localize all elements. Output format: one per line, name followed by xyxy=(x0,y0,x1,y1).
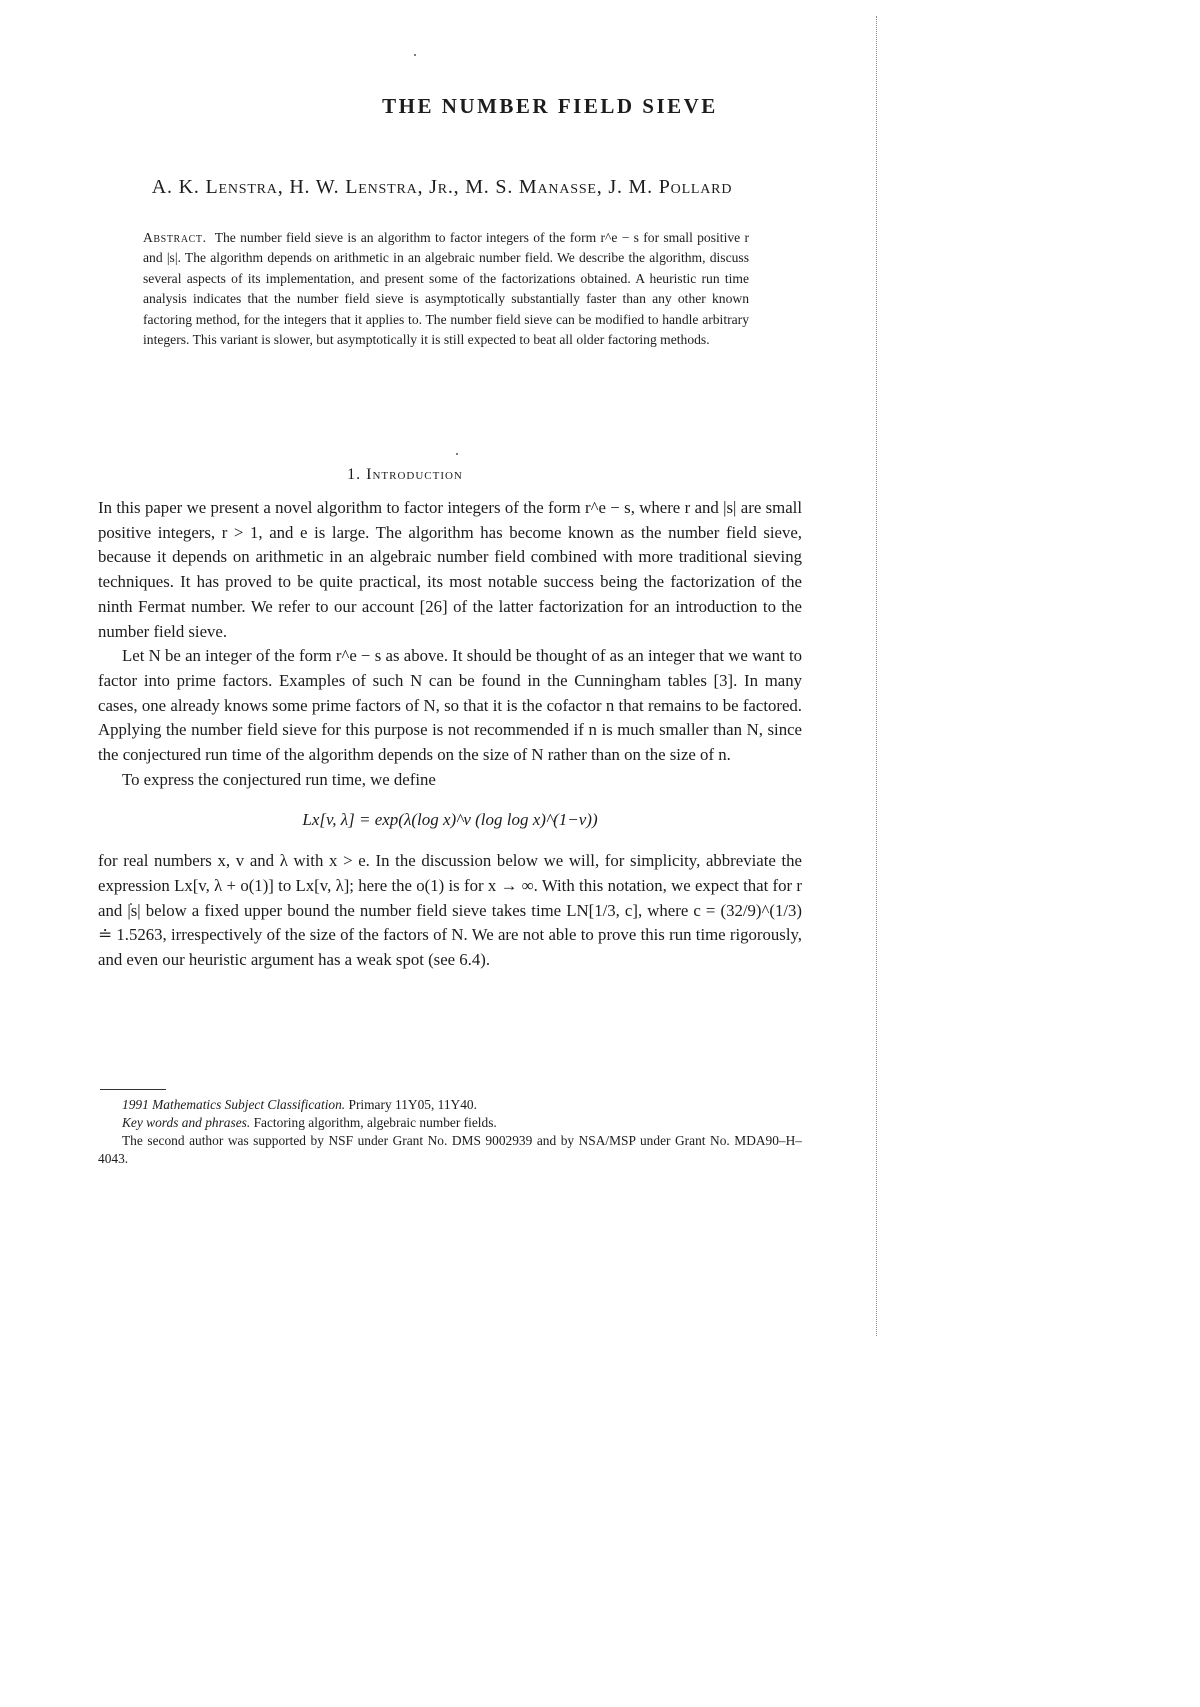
scan-edge-artifact xyxy=(876,16,877,1336)
paragraph: In this paper we present a novel algorithm to factor integers of the form r^e − s, where r and |s| are small positive integers, r > 1, and e is large. The algorithm has become known as the number field sieve, because it depends on arithmetic in an algebraic number field combined with more traditional sieving techniques. It has proved to be quite practical, its most notable success being the factorization of the ninth Fermat number. We refer to our account [26] of the latter factorization for an introduction to the number field sieve. xyxy=(98,498,802,641)
scan-speck xyxy=(456,453,458,455)
run-time-equation: Lx[v, λ] = exp(λ(log x)^v (log log x)^(1−v)) xyxy=(302,810,598,830)
paragraph: Let N be an integer of the form r^e − s as above. It should be thought of as an integer that we want to factor into prime factors. Examples of such N can be found in the Cunningham tables [3]. In many cases, one already knows some prime factors of N, so that it is the cofactor n that remains to be factored. Applying the number field sieve for this purpose is not recommended if n is much smaller than N, since the conjectured run time of the algorithm depends on the size of N rather than on the size of n. xyxy=(98,646,802,765)
footnote-support: The second author was supported by NSF under Grant No. DMS 9002939 and by NSA/MSP under Grant No. MDA90–H–4043. xyxy=(98,1133,802,1166)
abstract-label: Abstract. xyxy=(143,230,207,245)
footnote-keywords-text: Factoring algorithm, algebraic number fields. xyxy=(253,1115,497,1130)
footnote-keywords-label: Key words and phrases. xyxy=(122,1115,251,1130)
scan-speck xyxy=(414,54,416,56)
paragraph: To express the conjectured run time, we define xyxy=(122,769,436,789)
footnote-keywords xyxy=(98,1114,802,1132)
footnote-rule xyxy=(100,1089,166,1090)
abstract-text: The number field sieve is an algorithm to factor integers of the form r^e − s for small positive r and |s|. The algorithm depends on arithmetic in an algebraic number field. We describe the algorithm, discuss several aspects of its implementation, and present some of the factorizations obtained. A heuristic run time analysis indicates that the number field sieve is asymptotically substantially faster than any other known factoring method, for the integers that it applies to. The number field sieve can be modified to handle arbitrary integers. This variant is slower, but asymptotically it is still expected to beat all older factoring methods. xyxy=(143,230,750,348)
abstract xyxy=(143,228,749,350)
paper-authors: A. K. Lenstra, H. W. Lenstra, Jr., M. S. Manasse, J. M. Pollard xyxy=(151,176,733,198)
footnote-msc-text: Primary 11Y05, 11Y40. xyxy=(348,1097,477,1112)
paper-title: THE NUMBER FIELD SIEVE xyxy=(382,94,718,118)
body-text xyxy=(98,496,802,973)
section-heading: 1. Introduction xyxy=(347,466,463,483)
footnote-msc-label: 1991 Mathematics Subject Classification. xyxy=(122,1097,346,1112)
footnote-msc xyxy=(98,1096,802,1114)
footnotes xyxy=(98,1096,802,1168)
paragraph: for real numbers x, v and λ with x > e. In the discussion below we will, for simplicity, abbreviate the expression Lx[v, λ + o(1)] to Lx[v, λ]; here the o(1) is for x → ∞. With this notation, we expect that for r and |s| below a fixed upper bound the number field sieve takes time LN[1/3, c], where c = (32/9)^(1/3) ≐ 1.5263, irrespectively of the size of the factors of N. We are not able to prove this run time rigorously, and even our heuristic argument has a weak spot (see 6.4). xyxy=(98,851,802,969)
